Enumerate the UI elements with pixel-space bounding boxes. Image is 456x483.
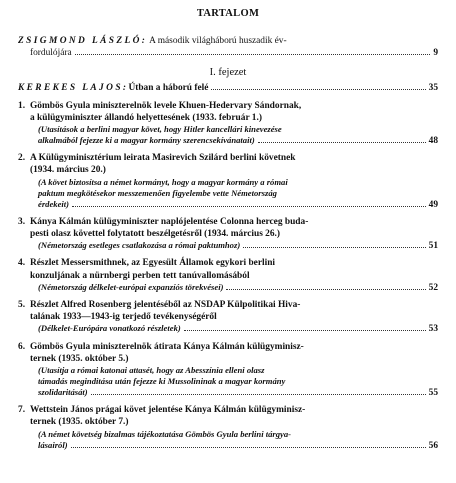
item-title-line: Gömbös Gyula miniszterelnök levele Khuen-Hedervary Sándornak, <box>30 100 302 111</box>
dot-leader <box>226 289 425 290</box>
item-title-line: Részlet Messersmithnek, az Egyesült Államok egykori berlini <box>30 258 276 269</box>
item-title-line: pesti olasz követtel folytatott beszélgetésről (1934. március 26.) <box>30 229 281 240</box>
page-number: 49 <box>428 199 438 210</box>
contents-page <box>18 8 438 452</box>
item-number: 7. <box>18 405 26 416</box>
item-title-line: A Külügyminisztérium leirata Masirevich Szilárd berlini követnek <box>30 153 296 164</box>
item-title-line: ternek (1935. október 5.) <box>30 353 129 364</box>
page-title: TARTALOM <box>196 8 260 19</box>
page-number: 53 <box>428 324 438 335</box>
item-title-line: Wettstein János prágai követ jelentése Kánya Kálmán külügyminisz- <box>30 405 306 416</box>
item-note-line: lásairól) <box>38 439 68 450</box>
item-title-line: Gömbös Gyula miniszterelnök átirata Kánya Kálmán külügyminisz- <box>30 341 304 352</box>
list-item <box>18 257 438 294</box>
item-title-line: Részlet Alfred Rosenberg jelentéséből az NSDAP Külpolitikai Hiva- <box>30 300 301 311</box>
list-item <box>18 299 438 336</box>
dot-leader <box>184 330 426 331</box>
item-note-line: (Németország délkelet-európai expanzíós törekvései) <box>38 281 224 292</box>
item-number: 5. <box>18 300 26 311</box>
list-item <box>18 152 438 211</box>
page-number: 9 <box>433 48 438 59</box>
item-note-line: paktum megkötésekor messzemenően figyelembe vette Németország <box>38 187 277 198</box>
item-note-line: (Utasítások a berlini magyar követ, hogy Hitler kancellári kinevezése <box>38 124 282 135</box>
item-title-line: konzuljának a nürnbergi perben tett tanúvallomásából <box>30 270 250 281</box>
page-number: 48 <box>428 136 438 147</box>
item-note-line: (A német követség bizalmas tájékoztatása Gömbös Gyula berlini tárgya- <box>38 428 292 439</box>
item-note-line: alkalmából fejezze ki a magyar kormány szerencsekívánatait) <box>38 135 255 146</box>
item-title-line: a külügyminiszter állandó helyettesének (1933. február 1.) <box>30 112 262 123</box>
dot-leader <box>258 142 426 143</box>
intro-entry <box>18 35 438 59</box>
item-note-line: szolidaritását) <box>38 387 88 398</box>
item-title-line: (1934. március 20.) <box>30 165 106 176</box>
item-note-line: (Németország esetleges csatlakozása a római paktumhoz) <box>38 240 241 251</box>
item-number: 4. <box>18 258 26 269</box>
list-item <box>18 404 438 452</box>
dot-leader <box>243 247 425 248</box>
list-item <box>18 216 438 253</box>
item-number: 6. <box>18 341 26 352</box>
dot-leader <box>211 89 425 90</box>
item-title-line: Kánya Kálmán külügyminiszter naplójelentése Colonna herceg buda- <box>30 216 309 227</box>
page-number: 55 <box>428 388 438 399</box>
page-number: 35 <box>428 83 438 94</box>
dot-leader <box>72 206 426 207</box>
list-item <box>18 100 438 148</box>
item-note-line: (A követ biztosítsa a német kormányt, hogy a magyar kormány a római <box>38 176 288 187</box>
intro-author: ZSIGMOND LÁSZLÓ: <box>18 36 148 46</box>
page-number: 56 <box>428 440 438 451</box>
item-title-line: ternek (1935. október 7.) <box>30 417 129 428</box>
list-item <box>18 341 438 400</box>
page-number: 51 <box>428 241 438 252</box>
item-note-line: érdekeit) <box>38 198 70 209</box>
section-author: KEREKES LAJOS: <box>18 83 129 94</box>
item-number: 3. <box>18 216 26 227</box>
page-number: 52 <box>428 282 438 293</box>
item-title-line: talának 1933—1943-ig terjedő tevékenységéről <box>30 312 217 323</box>
dot-leader <box>91 394 426 395</box>
item-note-line: támadás meginditása után fejezze ki Mussolininak a magyar kormány <box>38 376 286 387</box>
dot-leader <box>71 447 426 448</box>
item-note-line: (Utasítja a római katonai attasét, hogy az Abesszínia elleni olasz <box>38 365 265 376</box>
intro-text-1: A második világháború huszadik év- <box>147 36 287 46</box>
item-note-line: (Délkelet-Európára vonatkozó részletek) <box>38 323 181 334</box>
item-number: 1. <box>18 100 26 111</box>
dot-leader <box>75 54 431 55</box>
intro-text-2: fordulójára <box>30 48 72 59</box>
section-entry <box>18 82 438 94</box>
chapter-heading: I. fejezet <box>209 67 247 79</box>
document-list <box>18 100 438 452</box>
section-title: Útban a háború felé <box>128 83 209 94</box>
item-number: 2. <box>18 153 26 164</box>
